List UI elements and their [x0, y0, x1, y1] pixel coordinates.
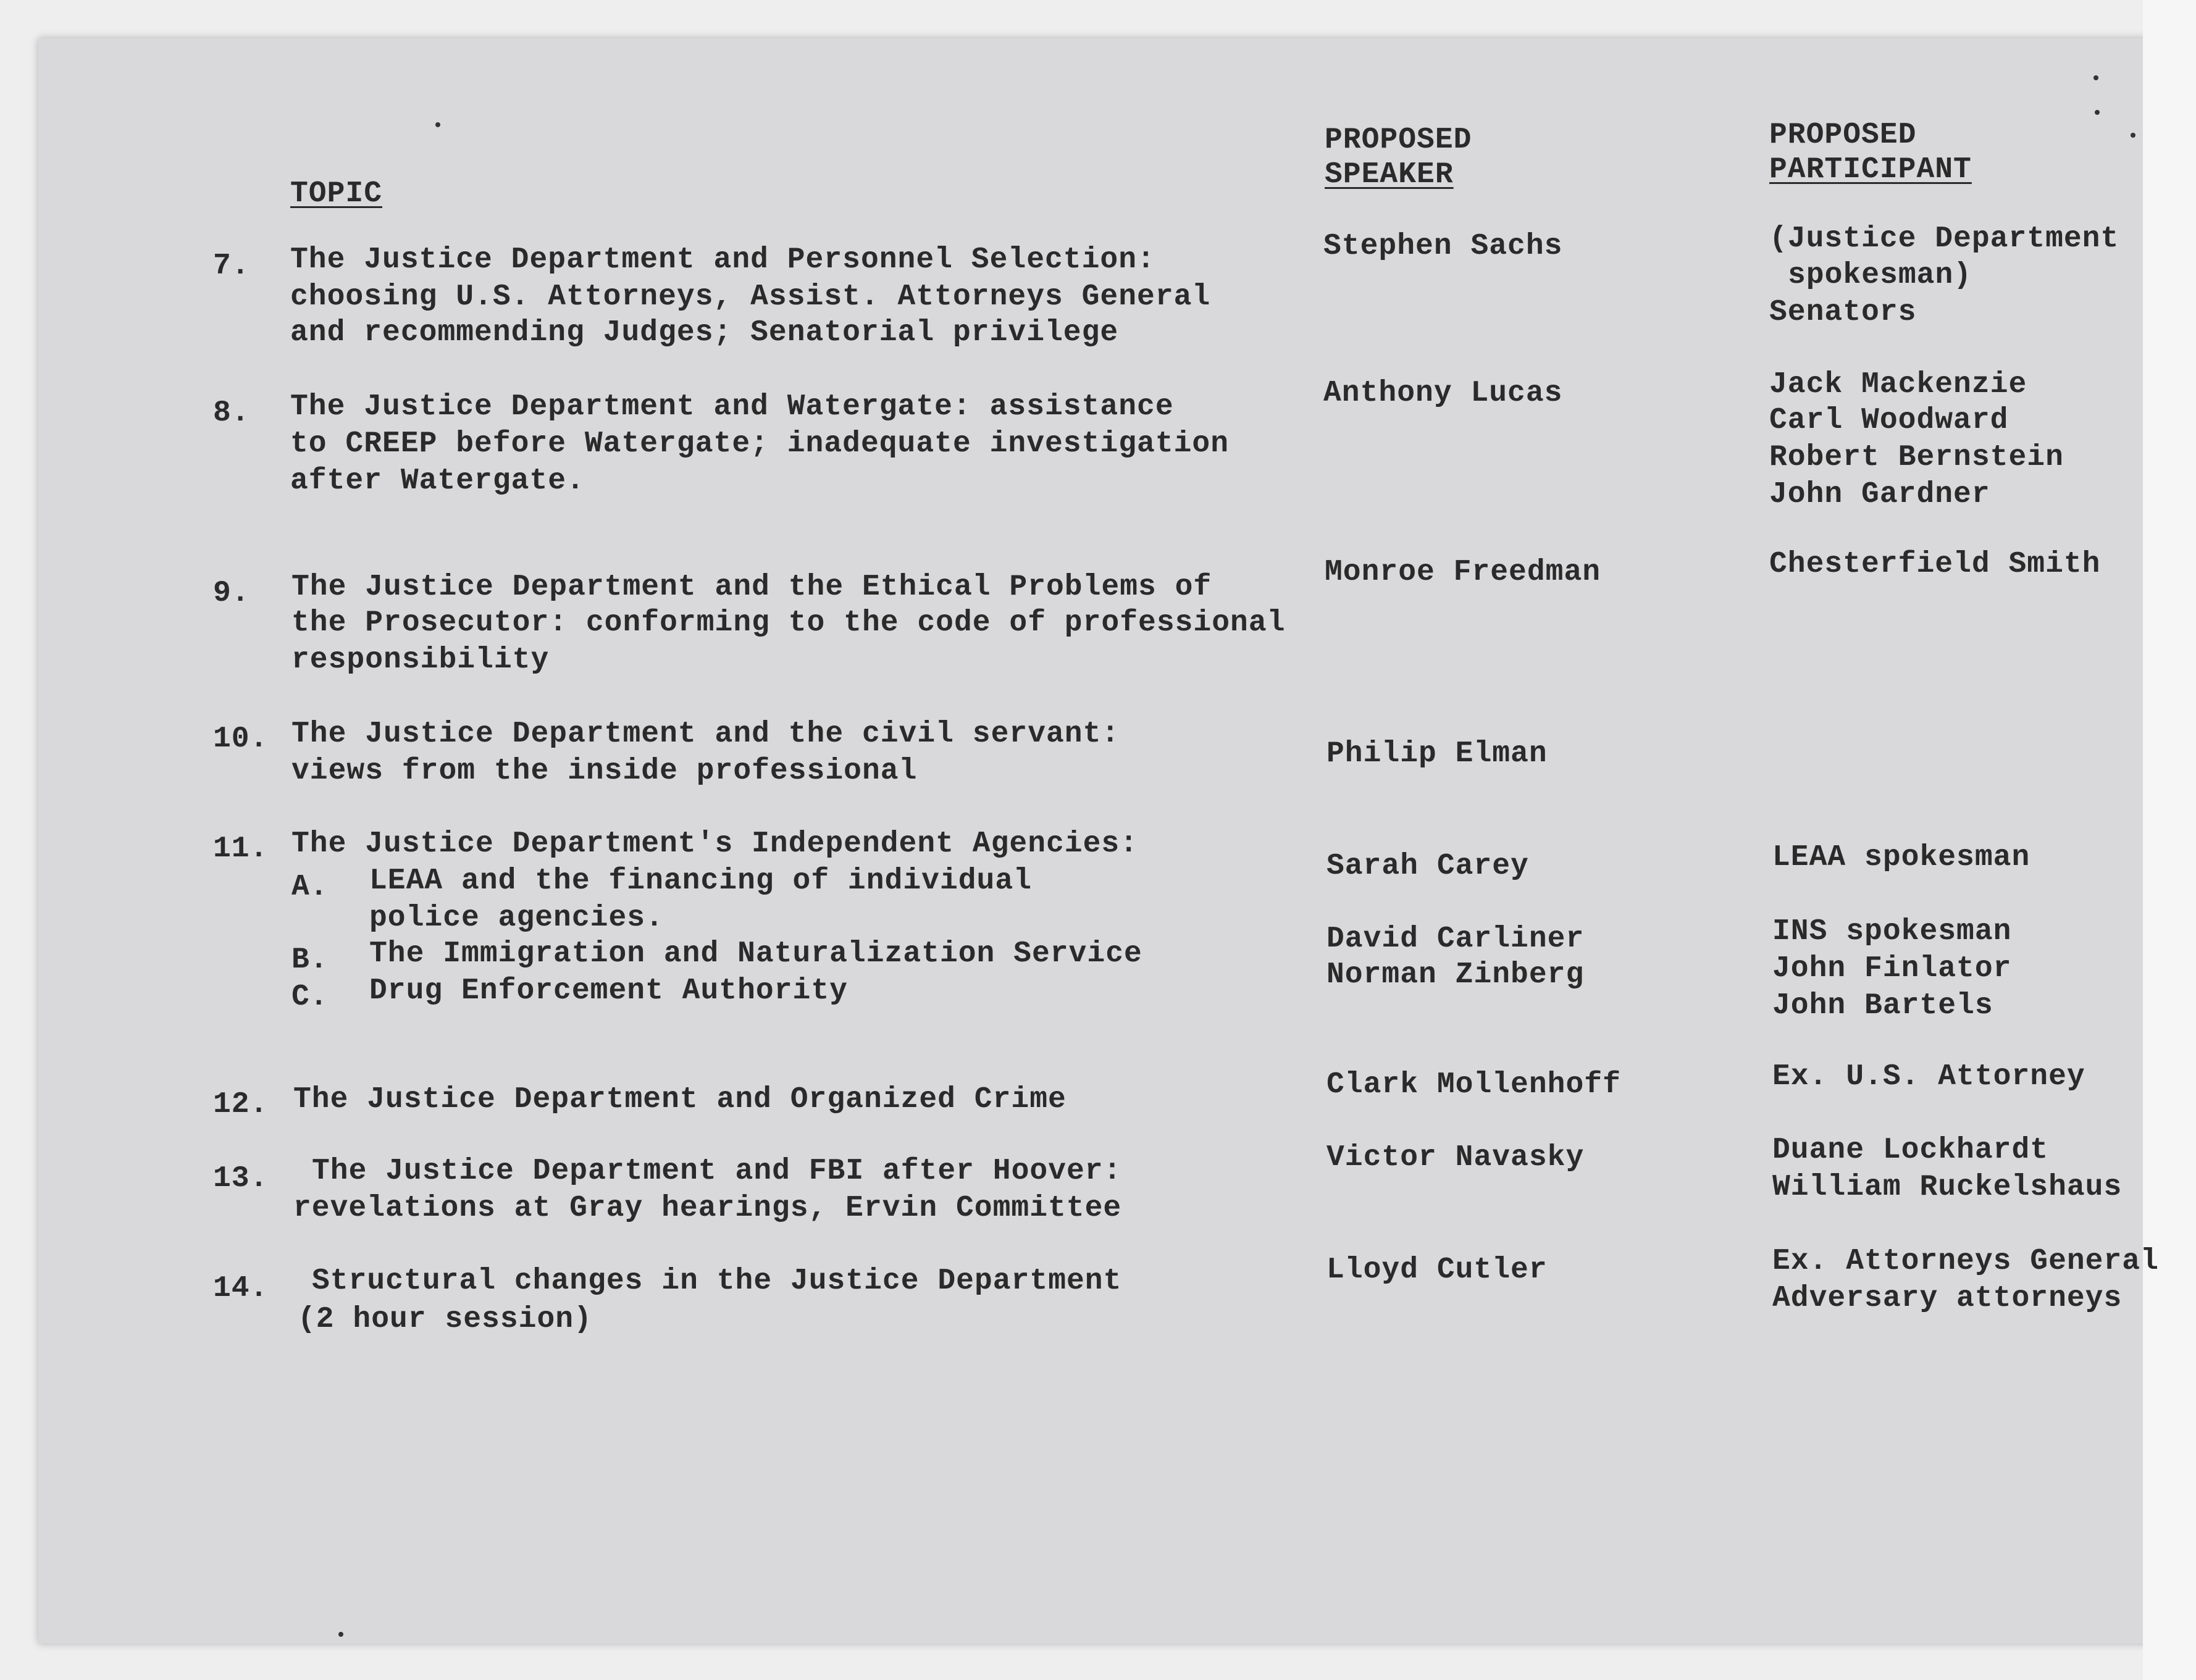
participant-name: INS spokesman [1772, 915, 2012, 948]
dust-speck [2131, 133, 2135, 138]
speaker-name: Stephen Sachs [1323, 230, 1563, 263]
item-number: 7. [213, 249, 250, 283]
topic-line: the Prosecutor: conforming to the code of professional [291, 606, 1286, 640]
speaker-name: Philip Elman [1326, 737, 1548, 771]
subitem-line: police agencies. [369, 901, 664, 935]
participant-name: Duane Lockhardt [1772, 1134, 2049, 1167]
speaker-name: David Carliner [1326, 922, 1585, 956]
participant-name: LEAA spokesman [1772, 841, 2030, 874]
participant-name: John Gardner [1769, 478, 1990, 511]
participant-name: John Bartels [1772, 989, 1993, 1022]
subitem-letter: C. [291, 980, 329, 1014]
subitem-letter: A. [291, 871, 329, 904]
participant-name: Adversary attorneys [1772, 1282, 2123, 1315]
item-number: 8. [213, 396, 250, 430]
dust-speck [2095, 110, 2100, 115]
participant-name: Ex. U.S. Attorney [1772, 1060, 2085, 1093]
speaker-name: Monroe Freedman [1325, 556, 1601, 589]
participant-name: Senators [1769, 296, 1917, 329]
participant-name: spokesman) [1788, 259, 1972, 292]
header-speaker-line1: PROPOSED [1325, 123, 1472, 157]
speaker-name: Anthony Lucas [1323, 377, 1563, 410]
header-participant-line2: PARTICIPANT [1769, 153, 1972, 186]
participant-name: John Finlator [1772, 952, 2012, 985]
topic-line: revelations at Gray hearings, Ervin Committee [293, 1192, 1122, 1225]
speaker-name: Lloyd Cutler [1326, 1253, 1548, 1287]
participant-name: Chesterfield Smith [1769, 548, 2101, 581]
topic-line: The Justice Department and the Ethical Problems of [291, 570, 1212, 604]
item-number: 9. [213, 577, 250, 610]
item-number: 10. [213, 722, 269, 756]
topic-line: views from the inside professional [291, 754, 918, 788]
topic-line: and recommending Judges; Senatorial privilege [290, 316, 1119, 349]
item-number: 12. [213, 1088, 269, 1121]
topic-line: The Justice Department and FBI after Hoover: [312, 1155, 1122, 1188]
speaker-name: Sarah Carey [1326, 850, 1529, 883]
speaker-name: Norman Zinberg [1326, 958, 1585, 992]
participant-name: William Ruckelshaus [1772, 1171, 2123, 1204]
topic-line: The Justice Department's Independent Agencies: [291, 827, 1139, 861]
topic-line: Structural changes in the Justice Department [312, 1264, 1122, 1298]
item-number: 13. [213, 1162, 269, 1195]
item-number: 11. [213, 832, 269, 866]
topic-line: The Justice Department and Watergate: assistance [290, 390, 1174, 424]
header-participant-line1: PROPOSED [1769, 119, 1917, 152]
dust-speck [338, 1632, 343, 1637]
speaker-name: Victor Navasky [1326, 1141, 1585, 1174]
participant-name: (Justice Department [1769, 222, 2119, 256]
topic-line: (2 hour session) [298, 1303, 592, 1336]
frame-edge [2143, 0, 2196, 1680]
subitem-letter: B. [291, 943, 329, 977]
participant-name: Ex. Attorneys General [1772, 1245, 2159, 1278]
topic-line: after Watergate. [290, 464, 585, 498]
subitem-line: Drug Enforcement Authority [369, 974, 848, 1008]
topic-line: The Justice Department and Personnel Selection: [290, 243, 1155, 277]
dust-speck [435, 122, 440, 127]
item-number: 14. [213, 1272, 269, 1305]
participant-name: Robert Bernstein [1769, 441, 2064, 474]
header-topic: TOPIC [290, 177, 383, 211]
topic-line: choosing U.S. Attorneys, Assist. Attorneys General [290, 280, 1211, 314]
subitem-line: The Immigration and Naturalization Service [369, 937, 1142, 971]
topic-line: responsibility [291, 643, 550, 677]
participant-name: Carl Woodward [1769, 404, 2009, 437]
dust-speck [2093, 75, 2098, 80]
header-speaker-line2: SPEAKER [1325, 158, 1454, 191]
topic-line: to CREEP before Watergate; inadequate investigation [290, 427, 1230, 461]
topic-line: The Justice Department and the civil servant: [291, 717, 1120, 751]
topic-line: The Justice Department and Organized Crime [293, 1083, 1067, 1116]
participant-name: Jack Mackenzie [1769, 368, 2027, 401]
speaker-name: Clark Mollenhoff [1326, 1068, 1621, 1101]
subitem-line: LEAA and the financing of individual [369, 864, 1032, 898]
